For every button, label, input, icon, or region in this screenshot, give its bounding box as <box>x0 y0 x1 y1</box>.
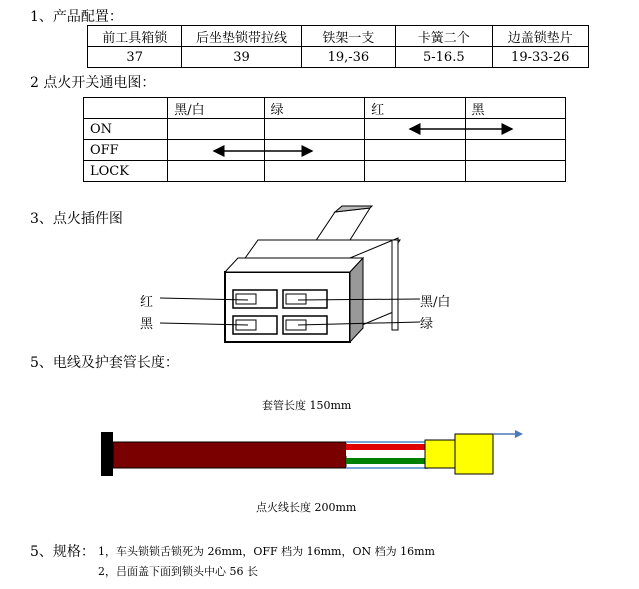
table-header-cell: 黑 <box>465 98 565 119</box>
table-header-cell: 铁架一支 <box>301 26 395 47</box>
row-label: LOCK <box>84 161 168 182</box>
table-cell: 19,-36 <box>301 47 395 68</box>
sleeve-length-label: 套管长度 150mm <box>262 399 352 412</box>
label-black-white: 黑/白 <box>420 295 451 310</box>
section-3-title: 3、点火插件图 <box>30 211 123 227</box>
table-header-cell: 红 <box>365 98 465 119</box>
wire-end-cap <box>101 432 113 476</box>
table-header-cell: 绿 <box>264 98 364 119</box>
section-5-wire-title: 5、电线及护套管长度： <box>30 355 179 371</box>
wire-length-label: 点火线长度 200mm <box>256 501 357 514</box>
wire-green <box>346 458 428 464</box>
wire-diagram <box>95 420 535 485</box>
table-cell: 37 <box>88 47 182 68</box>
table-header-cell: 后坐垫锁带拉线 <box>182 26 301 47</box>
plug-small <box>425 440 455 468</box>
table-cell: 5-16.5 <box>396 47 492 68</box>
sleeve <box>113 442 346 468</box>
spec-line-1: 1，车头锁锁舌锁死为 26mm，OFF 档为 16mm，ON 档为 16mm <box>98 545 435 558</box>
label-red: 红 <box>140 295 154 310</box>
label-black: 黑 <box>140 317 154 332</box>
wire-red <box>346 444 428 450</box>
section-1-title: 1、产品配置： <box>30 9 123 25</box>
row-label: OFF <box>84 140 168 161</box>
table-header-cell: 前工具箱锁 <box>88 26 182 47</box>
row-label: ON <box>84 119 168 140</box>
label-green: 绿 <box>420 317 434 332</box>
table-cell: 19-33-26 <box>492 47 588 68</box>
table-header-cell: 边盖锁垫片 <box>492 26 588 47</box>
section-5-spec-title: 5、规格： <box>30 544 95 560</box>
table-header-cell: 卡簧二个 <box>396 26 492 47</box>
section-2-title: 2 点火开关通电图： <box>30 75 156 91</box>
spec-line-2: 2，吕面盖下面到锁头中心 56 长 <box>98 565 258 578</box>
table-cell: 39 <box>182 47 301 68</box>
table-header-cell: 黑/白 <box>168 98 264 119</box>
connector-diagram <box>130 200 470 345</box>
connection-arrows <box>0 0 639 200</box>
plug-large <box>455 434 493 474</box>
